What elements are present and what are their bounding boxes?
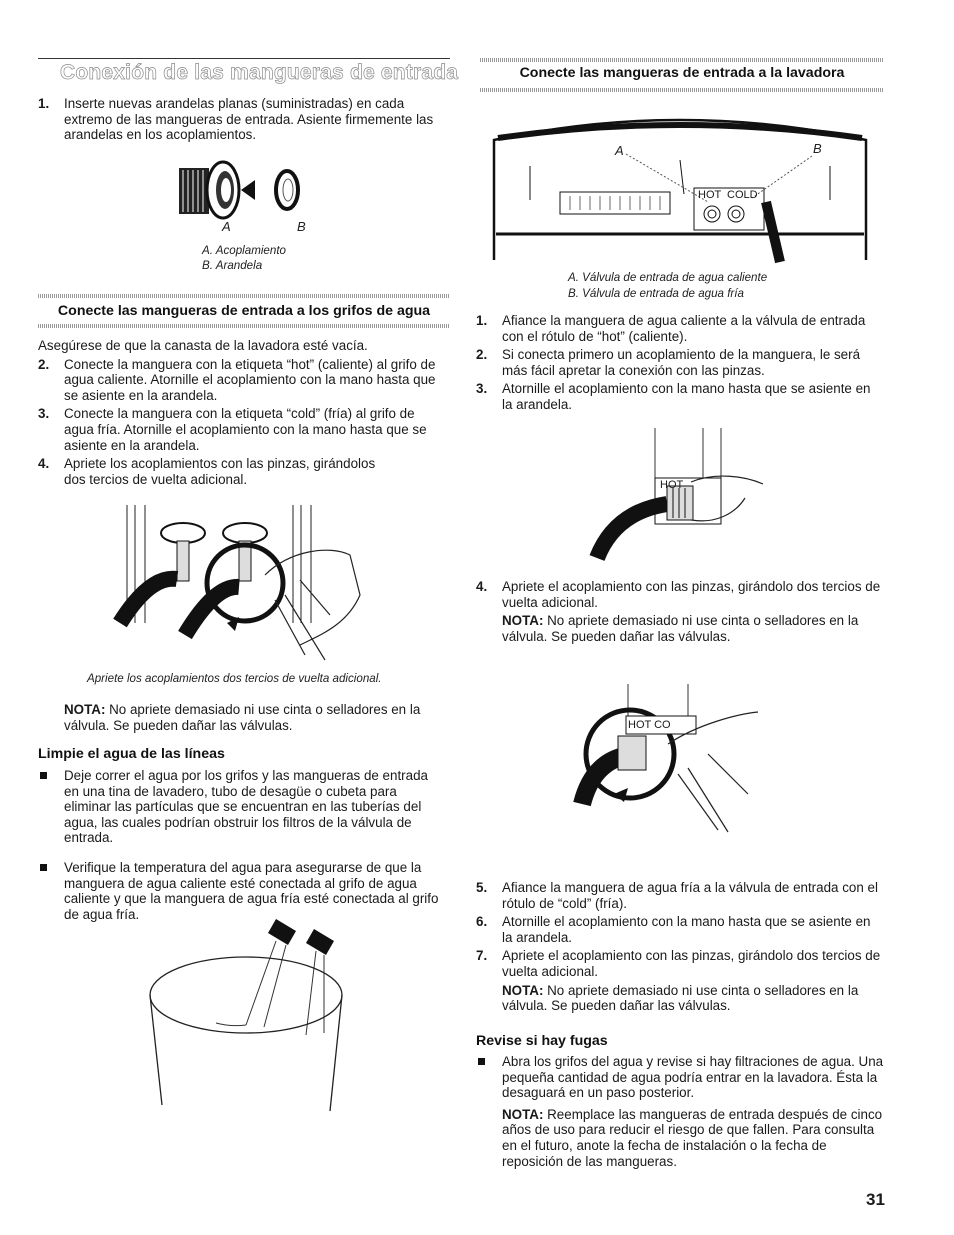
step-text: Apriete el acoplamiento con las pinzas, girándolo dos tercios de vuelta adicional.	[502, 948, 881, 979]
nota-label: NOTA:	[502, 1106, 544, 1122]
hot-fig-label: HOT	[660, 479, 684, 491]
step-number: 4.	[476, 579, 488, 594]
nota-label: NOTA:	[64, 702, 106, 717]
subheading-flush-lines: Limpie el agua de las líneas	[38, 746, 225, 762]
fig3-label-b: B	[813, 141, 822, 156]
step-7-right	[476, 948, 884, 979]
bullet-icon	[478, 1058, 485, 1065]
nota-label: NOTA:	[502, 982, 544, 998]
step-number: 4.	[38, 456, 50, 472]
step-text: Si conecta primero un acoplamiento de la manguera, le será más fácil apretar la conexión con las pinzas.	[502, 347, 861, 378]
step-2	[38, 357, 446, 404]
step-3	[38, 406, 446, 453]
fig3-label-a: A	[615, 143, 624, 158]
nota-label: NOTA:	[502, 613, 544, 629]
washer-valves-illustration	[490, 110, 875, 262]
coupling-icon	[179, 162, 255, 218]
fig1-caption-b: B. Arandela	[202, 259, 263, 272]
bucket-illustration	[146, 915, 346, 1115]
bullet-text: Deje correr el agua por los grifos y las mangueras de entrada en una tina de lavadero, tubo de desagüe o cubeta para eliminar las partículas que se encuentran en las tuberías del agua, las cuales podrían obstruir los filtros de la válvula de entrada.	[64, 768, 428, 846]
hot-valve-icon	[704, 206, 720, 222]
section-rule	[480, 88, 884, 92]
cold-label: COLD	[727, 189, 758, 201]
step-text: Afiance la manguera de agua caliente a la válvula de entrada con el rótulo de “hot” (caliente).	[502, 313, 866, 344]
nota-text: No apriete demasiado ni use cinta o selladores en la válvula. Se pueden dañar las válvulas.	[64, 702, 421, 733]
page-title: Conexión de las mangueras de entrada	[60, 61, 459, 84]
washer-icon	[276, 171, 298, 209]
section-heading-washer: Conecte las mangueras de entrada a la lavadora	[519, 65, 845, 81]
step-text: Apriete los acoplamientos con las pinzas, girándolos dos tercios de vuelta adicional.	[64, 456, 376, 487]
nota-text: No apriete demasiado ni use cinta o selladores en la válvula. Se pueden dañar las válvulas.	[502, 982, 859, 1014]
cold-hose-pliers-illustration	[578, 684, 788, 832]
step-1	[38, 96, 446, 146]
nota-right-2	[476, 983, 884, 1014]
step-number: 1.	[476, 313, 488, 328]
step-text: Atornille el acoplamiento con la mano hasta que se asiente en la arandela.	[502, 914, 871, 945]
step-number: 2.	[476, 347, 488, 363]
fig3-caption-b: B. Válvula de entrada de agua fría	[568, 287, 744, 300]
step-text: Inserte nuevas arandelas planas (suministradas) en cada extremo de las mangueras de entrada. Asiente firmemente las arandelas en los acoplamientos.	[64, 96, 434, 143]
bullet-icon	[40, 864, 47, 871]
step-number: 2.	[38, 356, 50, 372]
step-4	[38, 456, 446, 487]
fig2-caption: Apriete los acoplamientos dos tercios de vuelta adicional.	[87, 672, 382, 685]
step-number: 1.	[38, 96, 50, 111]
section-rule	[480, 58, 884, 62]
hot-hose-illustration	[595, 428, 765, 564]
nota-text: Reemplace las mangueras de entrada después de cinco años de uso para reducir el riesgo de que fallen. Para consulta en el futuro, anote la fecha de instalación o la fecha de reposición de las mangueras.	[502, 1106, 883, 1169]
nota-right-1	[476, 613, 884, 644]
bullet-item	[38, 768, 446, 846]
step-text: Conecte la manguera con la etiqueta “cold” (fría) al grifo de agua fría. Atornille el acoplamiento con la mano hasta que se asiente en la arandela.	[64, 406, 427, 453]
nota-left	[64, 702, 446, 733]
washer-step-4	[476, 579, 884, 644]
step-text: Afiance la manguera de agua fría a la válvula de entrada con el rótulo de “cold” (fría).	[502, 880, 878, 911]
step-2-right	[476, 347, 884, 378]
fig1-caption-a: A. Acoplamiento	[202, 244, 286, 257]
section-rule	[38, 324, 450, 328]
fig3-caption-a: A. Válvula de entrada de agua caliente	[568, 271, 768, 284]
section-heading-faucets: Conecte las mangueras de entrada a los grifos de agua	[57, 303, 431, 319]
step-number: 3.	[476, 381, 488, 397]
bullet-item	[38, 860, 446, 922]
subheading-leaks: Revise si hay fugas	[476, 1033, 608, 1049]
fig1-label-a: A	[222, 219, 231, 234]
faucet-pliers-illustration	[115, 505, 370, 665]
washer-steps-a	[476, 313, 884, 416]
intro-text: Asegúrese de que la canasta de la lavadora esté vacía.	[38, 338, 368, 353]
step-text: Conecte la manguera con la etiqueta “hot” (caliente) al grifo de agua caliente. Atornille el acoplamiento con la mano hasta que se asiente en la arandela.	[64, 356, 436, 403]
nota-text: No apriete demasiado ni use cinta o selladores en la válvula. Se pueden dañar las válvulas.	[502, 613, 859, 644]
bullet-text: Verifique la temperatura del agua para asegurarse de que la manguera de agua caliente esté conectada al grifo de agua caliente y que la manguera de agua fría esté conectada al grifo de agua fría.	[64, 859, 439, 922]
washer-steps-b	[476, 880, 884, 1014]
step-6-right	[476, 914, 884, 945]
leak-check	[476, 1054, 884, 1169]
bullet-item	[476, 1054, 884, 1101]
bullet-text: Abra los grifos del agua y revise si hay filtraciones de agua. Una pequeña cantidad de agua podría entrar en la lavadora. Ésta la desaguará en un paso posterior.	[502, 1054, 884, 1101]
fig1-label-b: B	[297, 219, 306, 234]
step-number: 5.	[476, 880, 488, 895]
step-text: Atornille el acoplamiento con la mano hasta que se asiente en la arandela.	[502, 381, 871, 412]
hot-label: HOT	[698, 189, 722, 201]
flush-bullets	[38, 768, 446, 936]
bullet-icon	[40, 772, 47, 779]
faucet-steps	[38, 338, 446, 490]
cold-valve-icon	[728, 206, 744, 222]
step-number: 7.	[476, 948, 488, 964]
section-rule	[38, 294, 450, 298]
coupling-icon	[618, 736, 646, 770]
step-number: 6.	[476, 914, 488, 930]
step-text: Apriete el acoplamiento con las pinzas, girándolo dos tercios de vuelta adicional.	[502, 579, 881, 610]
step-1-right	[476, 313, 884, 344]
step-number: 3.	[38, 406, 50, 422]
page-number: 31	[866, 1190, 885, 1209]
hose-end-icon	[268, 919, 334, 955]
top-rule-left	[38, 58, 450, 59]
nota-right-3	[476, 1107, 884, 1169]
cold-fig-label: HOT CO	[628, 719, 671, 731]
step-3-right	[476, 381, 884, 412]
step-5-right	[476, 880, 884, 911]
